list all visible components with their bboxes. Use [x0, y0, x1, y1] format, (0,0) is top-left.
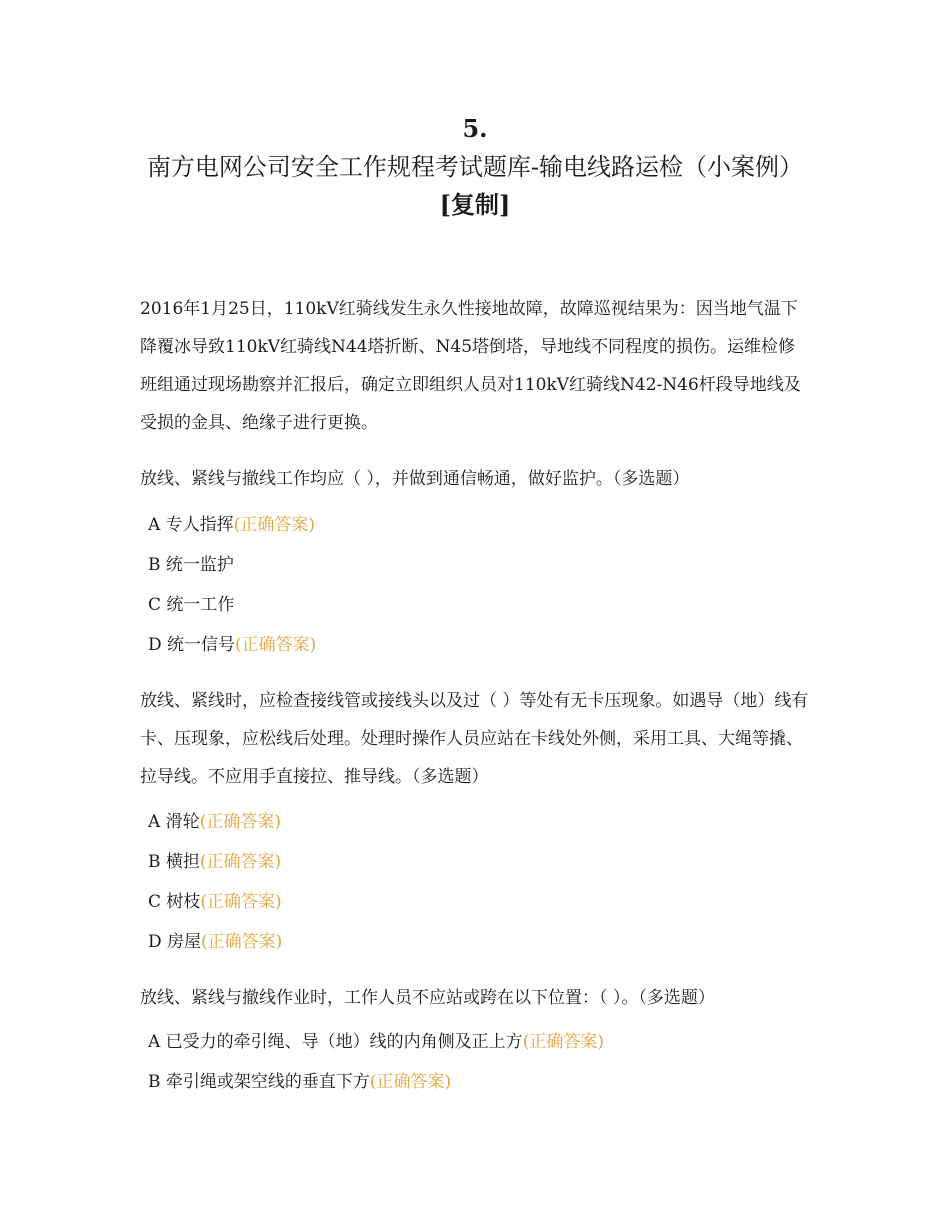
question-2-text: 放线、紧线时，应检查接线管或接线头以及过（ ）等处有无卡压现象。如遇导（地）线有卡、压现象，应松线后处理。处理时操作人员应站在卡线处外侧，采用工具、大绳等撬、拉导线。不应用手直接拉、推导线。（多选题）: [140, 691, 809, 787]
title-suffix: [复制]: [439, 190, 511, 219]
correct-answer-mark: (正确答案): [200, 892, 282, 912]
page-title: [140, 110, 810, 224]
question-3-option-b[interactable]: [148, 1068, 451, 1096]
option-label: D 房屋: [148, 932, 202, 952]
option-label: D 统一信号: [148, 635, 236, 655]
option-label: B 统一监护: [148, 555, 234, 575]
correct-answer-mark: (正确答案): [235, 635, 317, 655]
question-1-option-c[interactable]: [148, 591, 234, 619]
option-label: A 专人指挥: [148, 515, 234, 535]
title-text: 南方电网公司安全工作规程考试题库-输电线路运检（小案例）: [146, 153, 804, 181]
question-1-option-d[interactable]: [148, 631, 316, 659]
question-1-option-a[interactable]: [148, 511, 315, 539]
question-3-text: 放线、紧线与撤线作业时，工作人员不应站或跨在以下位置：（ ）。（多选题）: [140, 988, 715, 1008]
question-2-option-a[interactable]: [148, 808, 281, 836]
correct-answer-mark: (正确答案): [233, 515, 315, 535]
correct-answer-mark: (正确答案): [199, 852, 282, 872]
option-label: B 牵引绳或架空线的垂直下方: [148, 1072, 370, 1092]
option-label: B 横担: [148, 852, 200, 872]
correct-answer-mark: (正确答案): [199, 812, 281, 832]
correct-answer-mark: (正确答案): [369, 1072, 452, 1092]
question-1-text: 放线、紧线与撤线工作均应（ ），并做到通信畅通，做好监护。（多选题）: [140, 469, 690, 489]
correct-answer-mark: (正确答案): [522, 1032, 604, 1052]
option-label: C 树枝: [148, 892, 201, 912]
title-number: 5.: [462, 114, 488, 143]
case-description: 2016年1月25日，110kV红骑线发生永久性接地故障，故障巡视结果为：因当地气温下降覆冰导致110kV红骑线N44塔折断、N45塔倒塔，导地线不同程度的损伤。运维检修班组通过现场勘察并汇报后，确定立即组织人员对110kV红骑线N42-N46杆段导地线及受损的金具、绝缘子进行更换。: [140, 299, 801, 433]
question-3-option-a[interactable]: [148, 1028, 604, 1056]
question-2-option-b[interactable]: [148, 848, 281, 876]
option-label: A 滑轮: [148, 812, 200, 832]
question-2-option-c[interactable]: [148, 888, 282, 916]
correct-answer-mark: (正确答案): [201, 932, 283, 952]
option-label: A 已受力的牵引绳、导（地）线的内角侧及正上方: [148, 1032, 523, 1052]
question-2-option-d[interactable]: [148, 928, 282, 956]
question-1-option-b[interactable]: [148, 551, 234, 579]
option-label: C 统一工作: [148, 595, 235, 615]
